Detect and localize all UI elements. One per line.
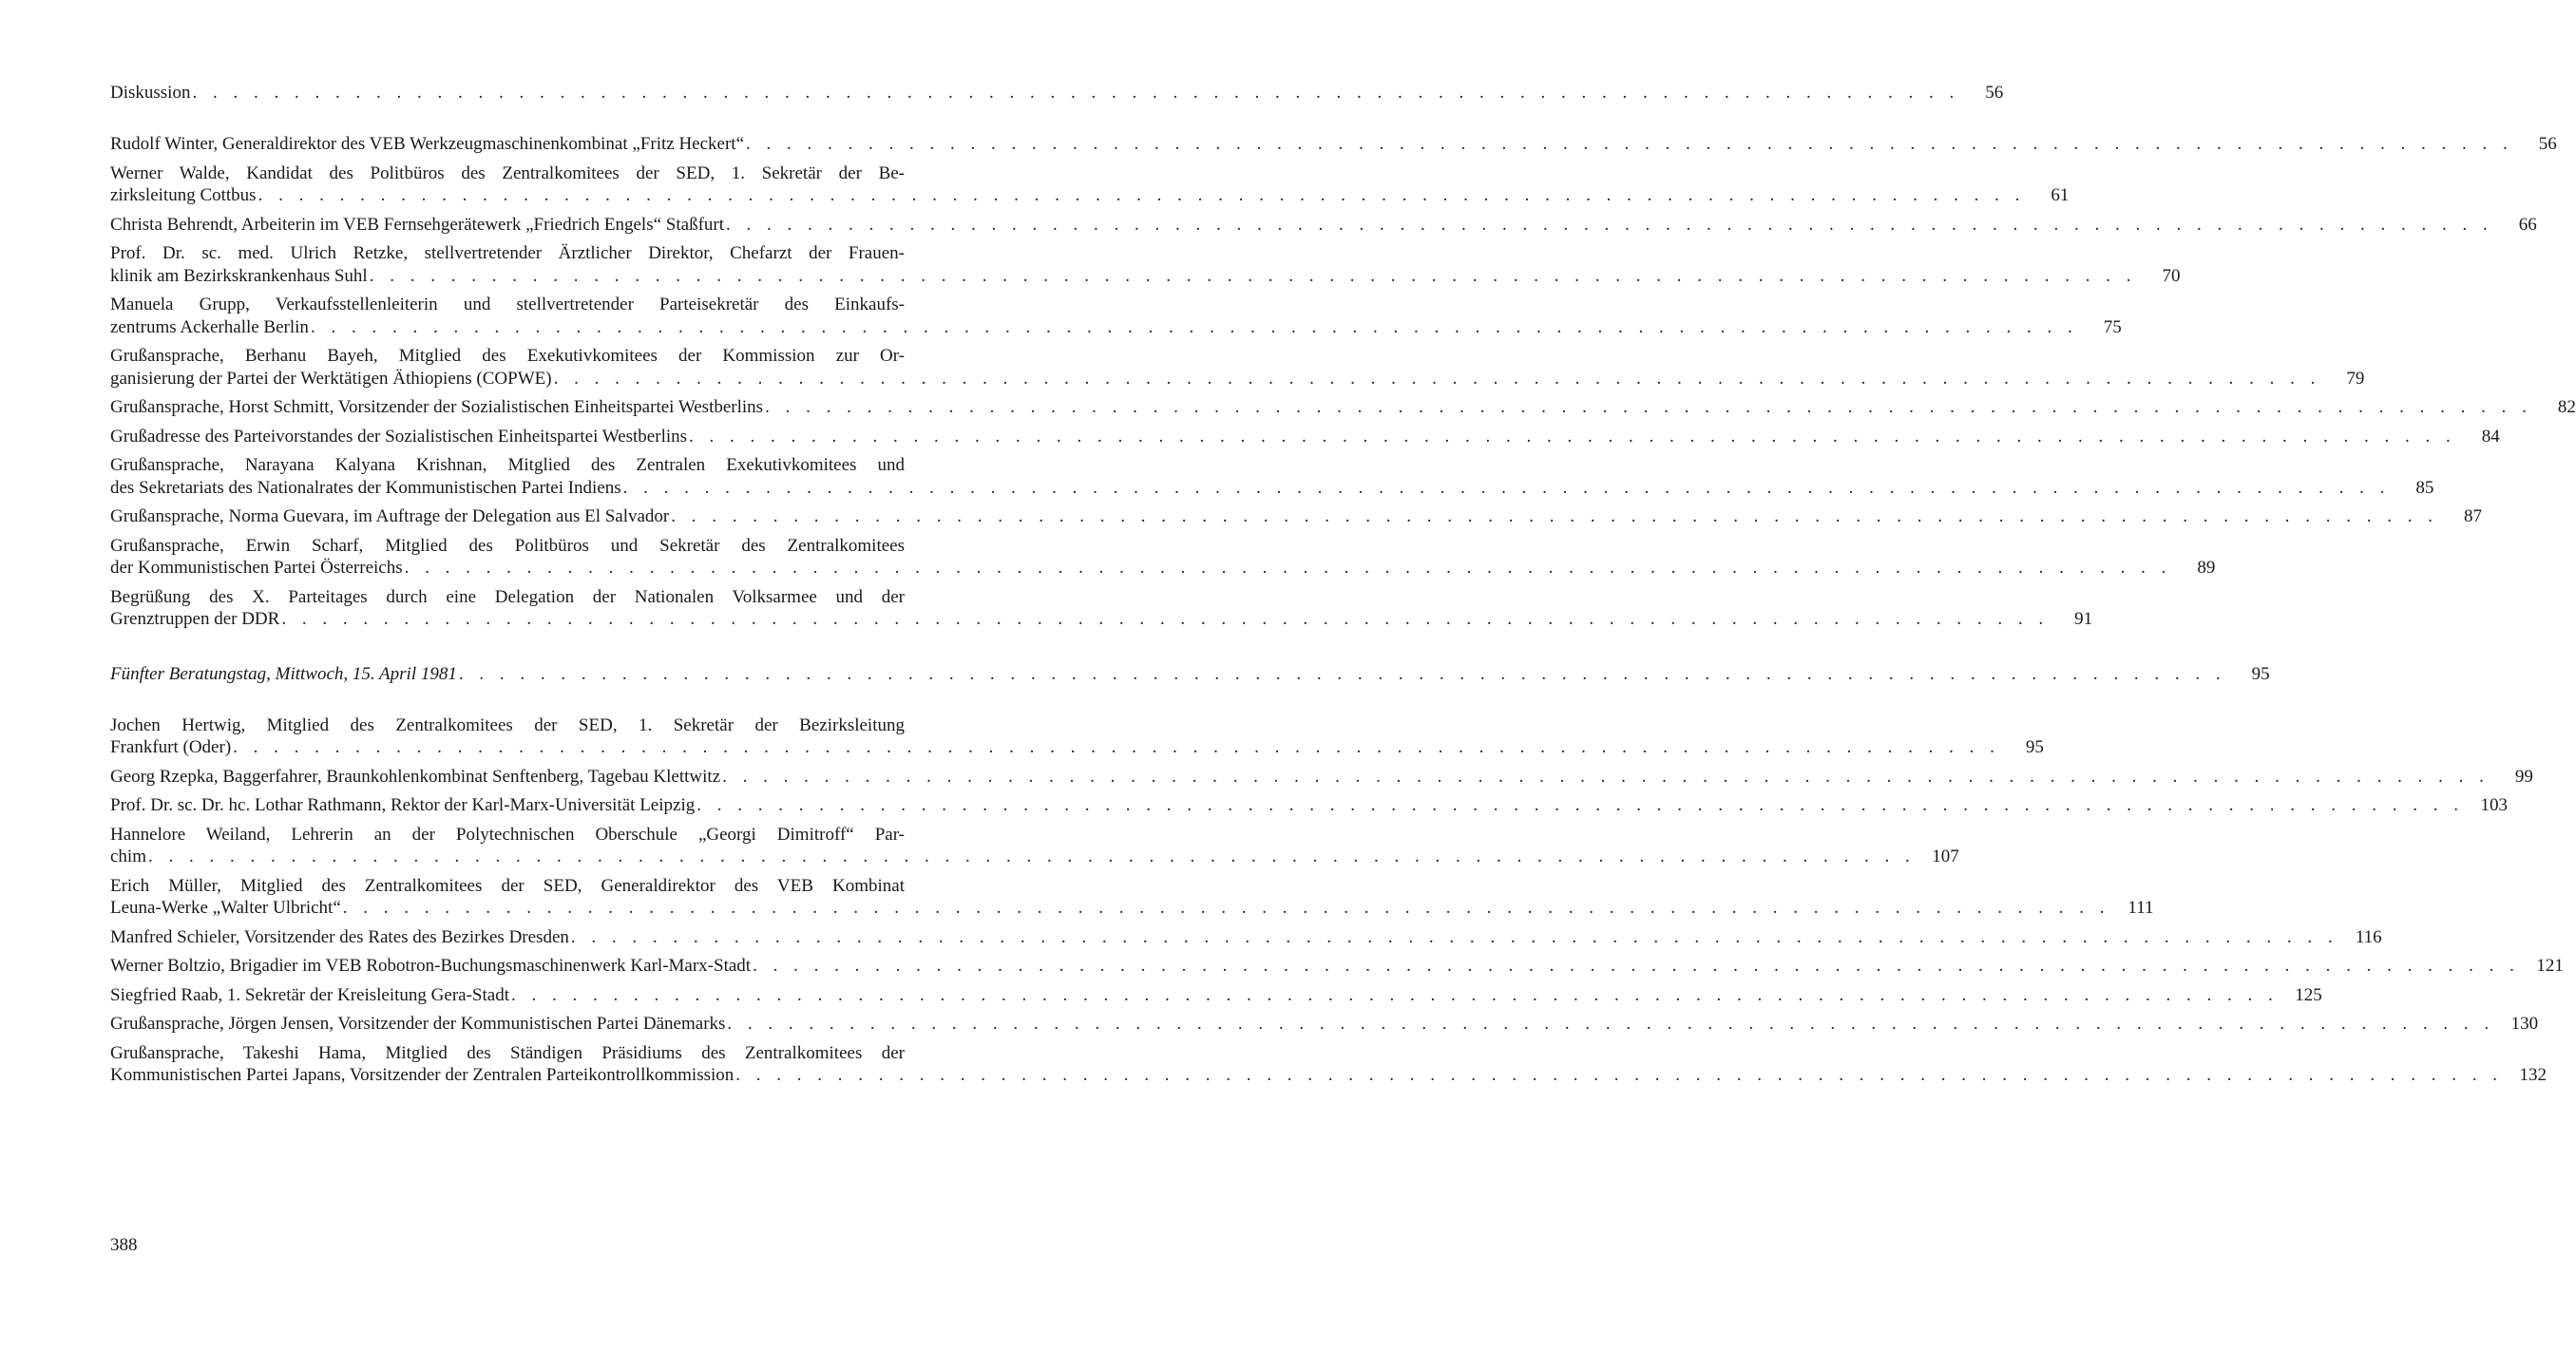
dot-leader: . . . . . . . . . . . . . . . . . . . . . . . . . . . . . . . . . . . . . . . . . . . . . . . . . . . . . . . . . . . . . . . . . . . . . . . . . . . . . . . . . . . . . . .: [281, 609, 2050, 629]
entry-line: Grußansprache, Norma Guevara, im Auftrage der Delegation aus El Salvador: [110, 506, 670, 526]
toc-entry: [110, 766, 2533, 789]
toc-entry: [110, 294, 2122, 338]
page-number: 91: [2074, 609, 2093, 629]
toc-entry: [110, 242, 2181, 287]
page-number: 75: [2103, 316, 2122, 337]
entry-line: Grußansprache, Narayana Kalyana Krishnan, Mitglied des Zentralen Exekutivkomitees und: [110, 455, 905, 475]
toc-entry: [110, 586, 2093, 631]
entry-line: Christa Behrendt, Arbeiterin im VEB Fernsehgerätewerk „Friedrich Engels“ Staßfurt: [110, 214, 724, 235]
dot-leader: . . . . . . . . . . . . . . . . . . . . . . . . . . . . . . . . . . . . . . . . . . . . . . . . . . . . . . . . . . . . . . . . . . . . . . . . . . . . . . . . . . . . . . .: [622, 477, 2391, 498]
entry-line: Frankfurt (Oder): [110, 737, 232, 757]
dot-leader: . . . . . . . . . . . . . . . . . . . . . . . . . . . . . . . . . . . . . . . . . . . . . . . . . . . . . . . . . . . . . . . . . . . . . . . . . . . . . . . . . . . . . . .: [765, 397, 2532, 417]
toc-entry: [110, 396, 2576, 419]
dot-leader: . . . . . . . . . . . . . . . . . . . . . . . . . . . . . . . . . . . . . . . . . . . . . . . . . . . . . . . . . . . . . . . . . . . . . . . . . . . . . . . . . . . . . . .: [671, 506, 2439, 526]
toc-entry: [110, 714, 2044, 759]
toc-entry: [110, 426, 2500, 448]
entry-line: zentrums Ackerhalle Berlin: [110, 316, 309, 337]
dot-leader: . . . . . . . . . . . . . . . . . . . . . . . . . . . . . . . . . . . . . . . . . . . . . . . . . . . . . . . . . . . . . . . . . . . . . . . . . . . . . . . . . . . . . . .: [696, 795, 2464, 815]
page-number: 84: [2481, 426, 2500, 447]
entry-line: Rudolf Winter, Generaldirektor des VEB Werkzeugmaschinenkombinat „Fritz Heckert“: [110, 134, 745, 154]
page-number: 61: [2051, 185, 2070, 205]
dot-leader: . . . . . . . . . . . . . . . . . . . . . . . . . . . . . . . . . . . . . . . . . . . . . . . . . . . . . . . . . . . . . . . . . . . . . . . . . . . . . . . . . . . . . . .: [369, 265, 2137, 286]
page-number: 125: [2295, 984, 2322, 1005]
toc-entry: [110, 214, 2537, 237]
dot-leader: . . . . . . . . . . . . . . . . . . . . . . . . . . . . . . . . . . . . . . . . . . . . . . . . . . . . . . . . . . . . . . . . . . . . . . . . . . . . . . . . . . . . . . .: [342, 898, 2110, 918]
toc-entry: [110, 955, 2564, 978]
section-heading-fuenfter-beratungstag: [110, 663, 2270, 686]
entry-line: ganisierung der Partei der Werktätigen Äthiopiens (COPWE): [110, 368, 552, 389]
dot-leader: . . . . . . . . . . . . . . . . . . . . . . . . . . . . . . . . . . . . . . . . . . . . . . . . . . . . . . . . . . . . . . . . . . . . . . . . . . . . . . . . . . . . . . .: [404, 558, 2172, 578]
page-number: 89: [2197, 558, 2216, 578]
dot-leader: . . . . . . . . . . . . . . . . . . . . . . . . . . . . . . . . . . . . . . . . . . . . . . . . . . . . . . . . . . . . . . . . . . . . . . . . . . . . . . . . . . . . . . .: [727, 1014, 2495, 1034]
entry-line: Grußansprache, Berhanu Bayeh, Mitglied des Exekutivkomitees der Kommission zur Or-: [110, 346, 905, 366]
page-number: 85: [2415, 477, 2434, 498]
page-number: 95: [2251, 663, 2270, 684]
entry-line: Grußadresse des Parteivorstandes der Sozialistischen Einheitspartei Westberlins: [110, 426, 688, 447]
entry-line: Grußansprache, Takeshi Hama, Mitglied des Ständigen Präsidiums des Zentralkomitees der: [110, 1042, 905, 1063]
toc-entry: [110, 1013, 2539, 1036]
entry-line: Werner Walde, Kandidat des Politbüros des Zentralkomitees der SED, 1. Sekretär der Be-: [110, 162, 905, 183]
table-of-contents: [110, 82, 2576, 1094]
page-number: 87: [2464, 506, 2483, 526]
page-number: 79: [2346, 368, 2365, 389]
page-number: 111: [2128, 898, 2154, 918]
section-heading-text: Fünfter Beratungstag, Mittwoch, 15. April 1981: [110, 663, 457, 684]
entry-line: Prof. Dr. sc. med. Ulrich Retzke, stellvertretender Ärztlicher Direktor, Chefarzt der Frauen-: [110, 243, 905, 263]
page-number: 66: [2518, 214, 2537, 235]
dot-leader: . . . . . . . . . . . . . . . . . . . . . . . . . . . . . . . . . . . . . . . . . . . . . . . . . . . . . . . . . . . . . . . . . . . . . . . . . . . . . . . . . . . . . . .: [258, 185, 2026, 205]
page-number: 130: [2510, 1014, 2539, 1034]
page-number: 103: [2480, 795, 2508, 815]
dot-leader: . . . . . . . . . . . . . . . . . . . . . . . . . . . . . . . . . . . . . . . . . . . . . . . . . . . . . . . . . . . . . . . . . . . . . . . . . . . . . . . . . . . . . . .: [726, 214, 2493, 235]
section-heading-text: Diskussion: [110, 83, 191, 103]
toc-entry: [110, 133, 2557, 156]
entry-line: Manuela Grupp, Verkaufsstellenleiterin und stellvertretender Parteisekretär des Einkaufs-: [110, 295, 905, 314]
entry-line: Leuna-Werke „Walter Ulbricht“: [110, 898, 341, 918]
entry-line: Siegfried Raab, 1. Sekretär der Kreisleitung Gera-Stadt: [110, 984, 509, 1005]
entry-line: der Kommunistischen Partei Österreichs: [110, 558, 403, 578]
entry-line: Manfred Schieler, Vorsitzender des Rates des Bezirkes Dresden: [110, 926, 569, 947]
entry-line: Grußansprache, Jörgen Jensen, Vorsitzender der Kommunistischen Partei Dänemarks: [110, 1014, 726, 1034]
page-number: 116: [2355, 926, 2382, 947]
dot-leader: . . . . . . . . . . . . . . . . . . . . . . . . . . . . . . . . . . . . . . . . . . . . . . . . . . . . . . . . . . . . . . . . . . . . . . . . . . . . . . . . . . . . . . .: [753, 956, 2520, 976]
dot-leader: . . . . . . . . . . . . . . . . . . . . . . . . . . . . . . . . . . . . . . . . . . . . . . . . . . . . . . . . . . . . . . . . . . . . . . . . . . . . . . . . . . . . . . .: [746, 134, 2513, 154]
dot-leader: . . . . . . . . . . . . . . . . . . . . . . . . . . . . . . . . . . . . . . . . . . . . . . . . . . . . . . . . . . . . . . . . . . . . . . . . . . . . . . . . . . . . . . .: [689, 426, 2456, 447]
entry-line: Erich Müller, Mitglied des Zentralkomitees der SED, Generaldirektor des VEB Kombinat: [110, 875, 905, 896]
dot-leader: . . . . . . . . . . . . . . . . . . . . . . . . . . . . . . . . . . . . . . . . . . . . . . . . . . . . . . . . . . . . . . . . . . . . . . . . . . . . . . . . . . . . . . .: [148, 847, 1916, 866]
page-number: 70: [2162, 265, 2181, 286]
page-number: 56: [2538, 134, 2557, 154]
section-entries: [110, 133, 2576, 631]
entry-line: Grußansprache, Horst Schmitt, Vorsitzender der Sozialistischen Einheitspartei Westberlins: [110, 397, 764, 417]
dot-leader: . . . . . . . . . . . . . . . . . . . . . . . . . . . . . . . . . . . . . . . . . . . . . . . . . . . . . . . . . . . . . . . . . . . . . . . . . . . . . . . . . . . . . . .: [233, 737, 2000, 757]
entry-line: Jochen Hertwig, Mitglied des Zentralkomitees der SED, 1. Sekretär der Bezirksleitung: [110, 714, 905, 735]
toc-entry: [110, 454, 2434, 499]
toc-entry: [110, 824, 1959, 868]
page-number: 56: [1985, 83, 2004, 103]
toc-entry: [110, 162, 2070, 207]
dot-leader: . . . . . . . . . . . . . . . . . . . . . . . . . . . . . . . . . . . . . . . . . . . . . . . . . . . . . . . . . . . . . . . . . . . . . . . . . . . . . . . . . . . . . . .: [458, 663, 2226, 684]
entry-line: chim: [110, 847, 146, 866]
page-number: 95: [2025, 737, 2044, 757]
page-number: 132: [2519, 1065, 2547, 1085]
toc-entry: [110, 505, 2483, 528]
toc-entry: [110, 345, 2365, 390]
dot-leader: . . . . . . . . . . . . . . . . . . . . . . . . . . . . . . . . . . . . . . . . . . . . . . . . . . . . . . . . . . . . . . . . . . . . . . . . . . . . . . . . . . . . . . .: [570, 926, 2338, 947]
toc-entry: [110, 984, 2322, 1007]
dot-leader: . . . . . . . . . . . . . . . . . . . . . . . . . . . . . . . . . . . . . . . . . . . . . . . . . . . . . . . . . . . . . . . . . . . . . . . . . . . . . . . . . . . . . . .: [510, 984, 2279, 1005]
page-number: 82: [2557, 397, 2576, 417]
entry-line: Begrüßung des X. Parteitages durch eine Delegation der Nationalen Volksarmee und der: [110, 586, 905, 607]
dot-leader: . . . . . . . . . . . . . . . . . . . . . . . . . . . . . . . . . . . . . . . . . . . . . . . . . . . . . . . . . . . . . . . . . . . . . . . . . . . . . . . . . . . . . . .: [310, 316, 2078, 337]
entry-line: Georg Rzepka, Baggerfahrer, Braunkohlenkombinat Senftenberg, Tagebau Klettwitz: [110, 766, 721, 787]
entry-line: Hannelore Weiland, Lehrerin an der Polytechnischen Oberschule „Georgi Dimitroff“ Par-: [110, 824, 905, 845]
toc-entry: [110, 875, 2154, 920]
toc-entry: [110, 535, 2216, 580]
dot-leader: . . . . . . . . . . . . . . . . . . . . . . . . . . . . . . . . . . . . . . . . . . . . . . . . . . . . . . . . . . . . . . . . . . . . . . . . . . . . . . . . . . . . . . .: [722, 766, 2490, 787]
page-number: 99: [2514, 766, 2533, 787]
toc-entry: [110, 1042, 2547, 1087]
entry-line: des Sekretariats des Nationalrates der Kommunistischen Partei Indiens: [110, 477, 621, 498]
entry-line: Kommunistischen Partei Japans, Vorsitzender der Zentralen Parteikontrollkommission: [110, 1065, 735, 1085]
section-heading-diskussion: [110, 82, 2004, 105]
entry-line: Prof. Dr. sc. Dr. hc. Lothar Rathmann, Rektor der Karl-Marx-Universität Leipzig: [110, 795, 696, 815]
entry-line: klinik am Bezirkskrankenhaus Suhl: [110, 265, 368, 286]
page-number: 121: [2536, 956, 2564, 976]
toc-entry: [110, 926, 2382, 949]
dot-leader: . . . . . . . . . . . . . . . . . . . . . . . . . . . . . . . . . . . . . . . . . . . . . . . . . . . . . . . . . . . . . . . . . . . . . . . . . . . . . . . . . . . . . . .: [735, 1065, 2504, 1085]
dot-leader: . . . . . . . . . . . . . . . . . . . . . . . . . . . . . . . . . . . . . . . . . . . . . . . . . . . . . . . . . . . . . . . . . . . . . . . . . . . . . . . . . . . . . . .: [192, 83, 1960, 103]
section-entries: [110, 714, 2564, 1087]
entry-line: zirksleitung Cottbus: [110, 185, 257, 205]
entry-line: Grenztruppen der DDR: [110, 609, 280, 629]
page-number: 107: [1932, 847, 1959, 866]
dot-leader: . . . . . . . . . . . . . . . . . . . . . . . . . . . . . . . . . . . . . . . . . . . . . . . . . . . . . . . . . . . . . . . . . . . . . . . . . . . . . . . . . . . . . . .: [553, 368, 2321, 389]
entry-line: Grußansprache, Erwin Scharf, Mitglied des Politbüros und Sekretär des Zentralkomitees: [110, 535, 905, 556]
entry-line: Werner Boltzio, Brigadier im VEB Robotron-Buchungsmaschinenwerk Karl-Marx-Stadt: [110, 956, 752, 976]
toc-entry: [110, 794, 2508, 817]
page-folio: 388: [110, 1235, 138, 1255]
